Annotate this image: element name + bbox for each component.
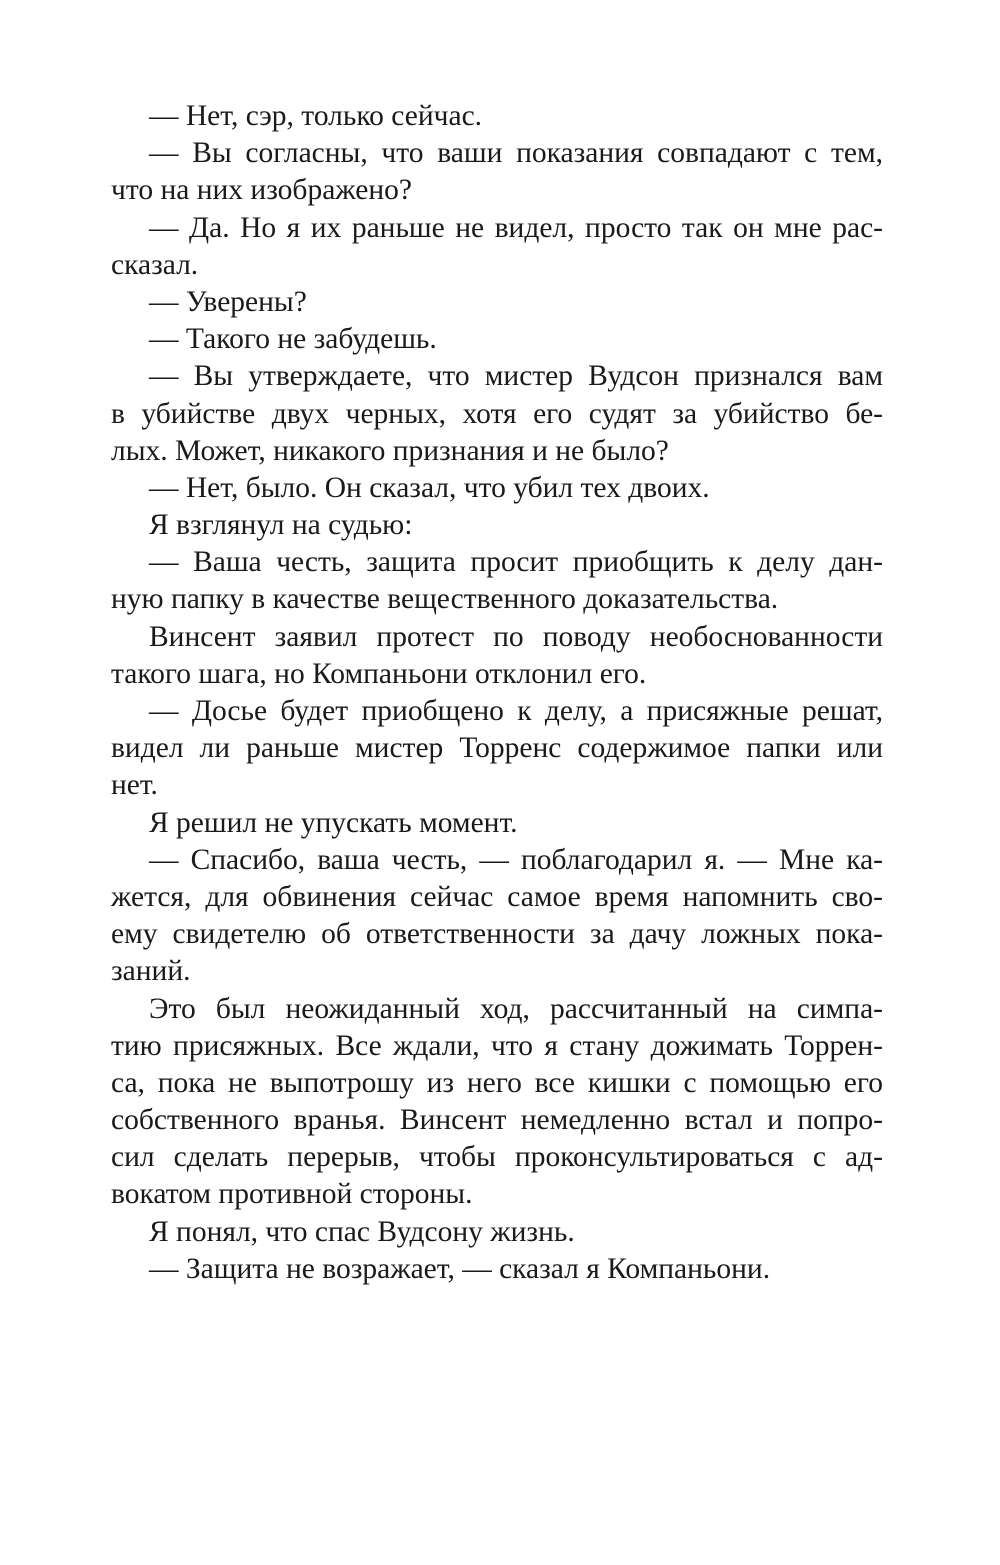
text-line: — Нет, было. Он сказал, что убил тех двоих. [149,471,710,504]
text-line: — Защита не возражает, — сказал я Компаньони. [149,1252,771,1285]
text-line: вокатом противной стороны. [111,1178,473,1211]
text-line: заний. [111,955,191,988]
text-line: Винсент заявил протест по поводу необоснованности [149,620,883,653]
text-line: нет. [111,769,158,802]
text-line: са, пока не выпотрошу из него все кишки с помощью его [111,1066,883,1099]
text-line: ему свидетелю об ответственности за дачу ложных пока- [111,918,883,951]
text-line: Это был неожиданный ход, рассчитанный на симпа- [149,992,883,1025]
text-line: жется, для обвинения сейчас самое время напомнить сво- [111,880,883,913]
text-line: — Ваша честь, защита просит приобщить к делу дан- [149,546,883,579]
text-line: — Спасибо, ваша честь, — поблагодарил я. — Мне ка- [149,843,883,876]
text-line: Я взглянул на судью: [149,509,413,542]
text-line: сказал. [111,248,199,281]
text-line: — Нет, сэр, только сейчас. [149,100,483,132]
text-line: — Вы согласны, что ваши показания совпадают с тем, [149,137,883,170]
text-line: тию присяжных. Все ждали, что я стану дожимать Торрен- [111,1029,883,1062]
text-line: ную папку в качестве вещественного доказательства. [111,583,779,616]
text-line: Я понял, что спас Вудсону жизнь. [149,1215,575,1248]
text-line: видел ли раньше мистер Торренс содержимое папки или [111,732,883,765]
text-line: лых. Может, никакого признания и не было? [111,434,669,467]
text-line: что на них изображено? [111,174,413,207]
text-line: собственного вранья. Винсент немедленно встал и попро- [111,1104,883,1137]
text-line: — Вы утверждаете, что мистер Вудсон признался вам [149,360,883,393]
text-line: сил сделать перерыв, чтобы проконсультироваться с ад- [111,1141,883,1174]
text-line: — Уверены? [149,285,307,318]
text-line: — Досье будет приобщено к делу, а присяжные решат, [149,695,883,727]
text-line: в убийстве двух черных, хотя его судят за убийство бе- [111,397,883,430]
text-line: — Такого не забудешь. [149,323,437,356]
text-line: такого шага, но Компаньони отклонил его. [111,657,647,690]
text-line: Я решил не упускать момент. [149,806,518,839]
text-line: — Да. Но я их раньше не видел, просто так он мне рас- [149,211,883,244]
book-page-text [111,98,883,1288]
